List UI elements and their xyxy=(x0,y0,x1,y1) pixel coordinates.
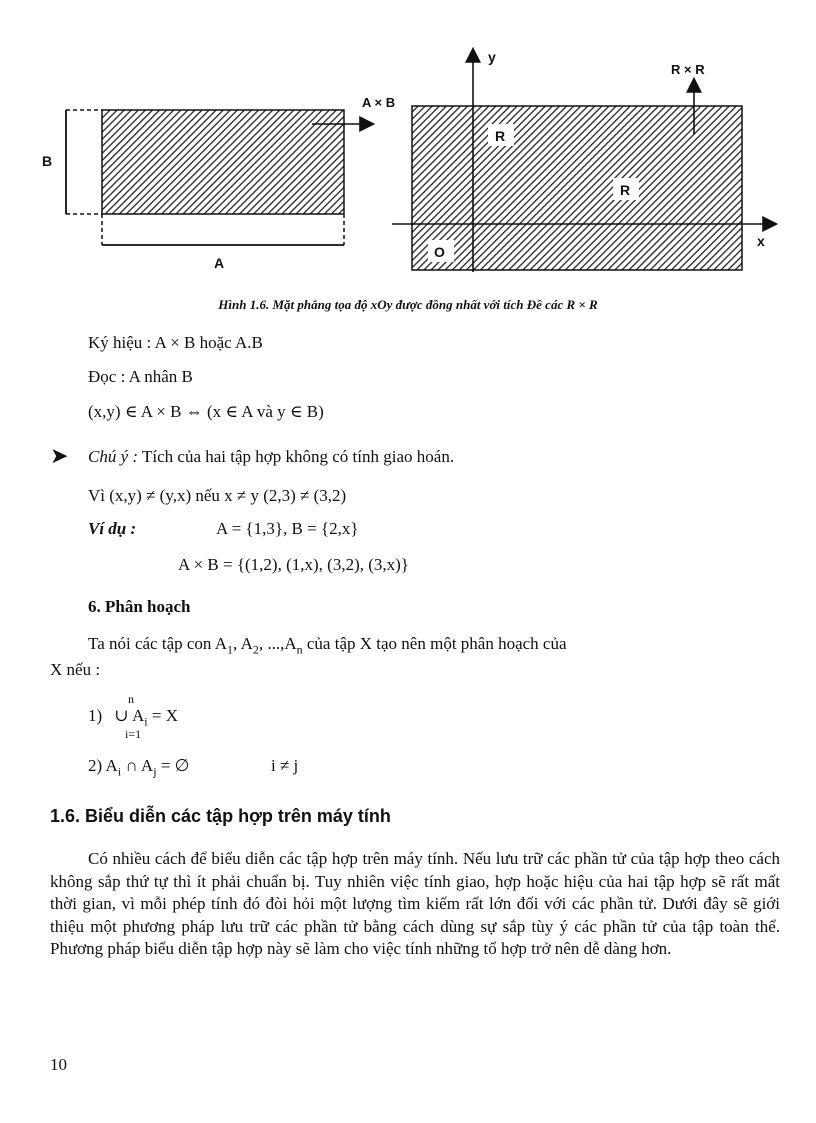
label-r-top: R xyxy=(495,128,506,144)
partition-intro-line2: X nếu : xyxy=(50,660,101,679)
cond2-a: 2) A xyxy=(88,756,118,775)
union-symbol: ∪ xyxy=(114,706,129,725)
partition-sub1: 1 xyxy=(227,642,234,657)
partition-intro xyxy=(88,634,778,657)
note-arrow-icon: ➤ xyxy=(50,443,69,468)
cond1-number: 1) xyxy=(88,706,103,725)
note-reason: Vì (x,y) ≠ (y,x) nếu x ≠ y (2,3) ≠ (3,2) xyxy=(88,486,347,505)
partition-intro-a: Ta nói các tập con A xyxy=(88,634,228,653)
left-diagram xyxy=(42,95,395,271)
example-label: Ví dụ : xyxy=(88,519,137,538)
label-rxr: R × R xyxy=(671,62,705,77)
note-label: Chú ý : xyxy=(88,447,139,466)
cond1-a: A xyxy=(128,706,145,725)
partition-condition-2 xyxy=(88,756,189,779)
partition-dots: , ...,A xyxy=(258,634,297,653)
cond2-sub-j: j xyxy=(153,764,157,779)
rxr-hatched-rect xyxy=(412,106,742,270)
cond2-condition: i ≠ j xyxy=(271,756,299,775)
label-o: O xyxy=(434,244,445,260)
label-axb: A × B xyxy=(362,95,396,110)
cond1-sub: i xyxy=(144,714,148,729)
union-lower-index: i=1 xyxy=(125,727,142,741)
partition-intro-b: của tập X tạo nên một phân hoạch của xyxy=(302,634,567,653)
partition-subn: n xyxy=(296,642,303,657)
cond2-cap: ∩ A xyxy=(121,756,154,775)
note-line xyxy=(88,447,454,467)
partition-comma1: , A xyxy=(233,634,253,653)
section-paragraph-block xyxy=(50,848,780,961)
label-r-mid: R xyxy=(620,182,631,198)
axb-hatched-rect xyxy=(102,110,344,214)
union-expression xyxy=(88,706,178,729)
partition-heading: 6. Phân hoạch xyxy=(88,597,191,616)
figure-caption: Hình 1.6. Mặt phẳng tọa độ xOy được đồng nhất với tích Đề các R × R xyxy=(218,297,598,312)
note-text: Tích của hai tập hợp không có tính giao hoán. xyxy=(138,447,455,466)
union-upper-index: n xyxy=(128,692,134,706)
section-paragraph: Có nhiều cách để biểu diễn các tập hợp trên máy tính. Nếu lưu trữ các phần tử của tập hợp theo cách không sắp thứ tự thì ít phải chuẩn bị. Tuy nhiên việc tính giao, hợp hoặc hiệu của hai tập hợp sẽ rất mất thời gian, vì mỗi phép tính đó đòi hỏi một lượng tìm kiếm rất lớn đối với các phần tử. Dưới đây sẽ giới thiệu một phương pháp lưu trữ các phần tử bằng cách dùng sự sắp tùy ý các phần tử của tập toàn thể. Phương pháp biểu diễn tập hợp này sẽ làm cho việc tính những tổ hợp trở nên dễ dàng hơn. xyxy=(50,849,780,958)
cond1-eq: = X xyxy=(147,706,178,725)
section-heading: 1.6. Biểu diễn các tập hợp trên máy tính xyxy=(50,806,391,826)
example-sets: A = {1,3}, B = {2,x} xyxy=(216,519,359,538)
partition-condition-1 xyxy=(88,692,228,742)
cond2-sub-i: i xyxy=(117,764,122,779)
example-product: A × B = {(1,2), (1,x), (3,2), (3,x)} xyxy=(178,555,409,574)
partition-sub2: 2 xyxy=(252,642,259,657)
right-diagram xyxy=(392,49,775,272)
label-a: A xyxy=(214,255,225,271)
label-x: x xyxy=(757,233,765,249)
label-y: y xyxy=(488,49,496,65)
figure-cartesian-product xyxy=(0,0,816,295)
cond2-eq: = ∅ xyxy=(156,756,190,775)
label-b: B xyxy=(42,153,53,169)
notation-definition: (x,y) ∈ A × B ⇔ (x ∈ A và y ∈ B) xyxy=(88,402,324,421)
notation-symbol: Ký hiệu : A × B hoặc A.B xyxy=(88,333,263,352)
notation-reading: Đọc : A nhân B xyxy=(88,367,193,386)
page-number: 10 xyxy=(50,1055,67,1074)
